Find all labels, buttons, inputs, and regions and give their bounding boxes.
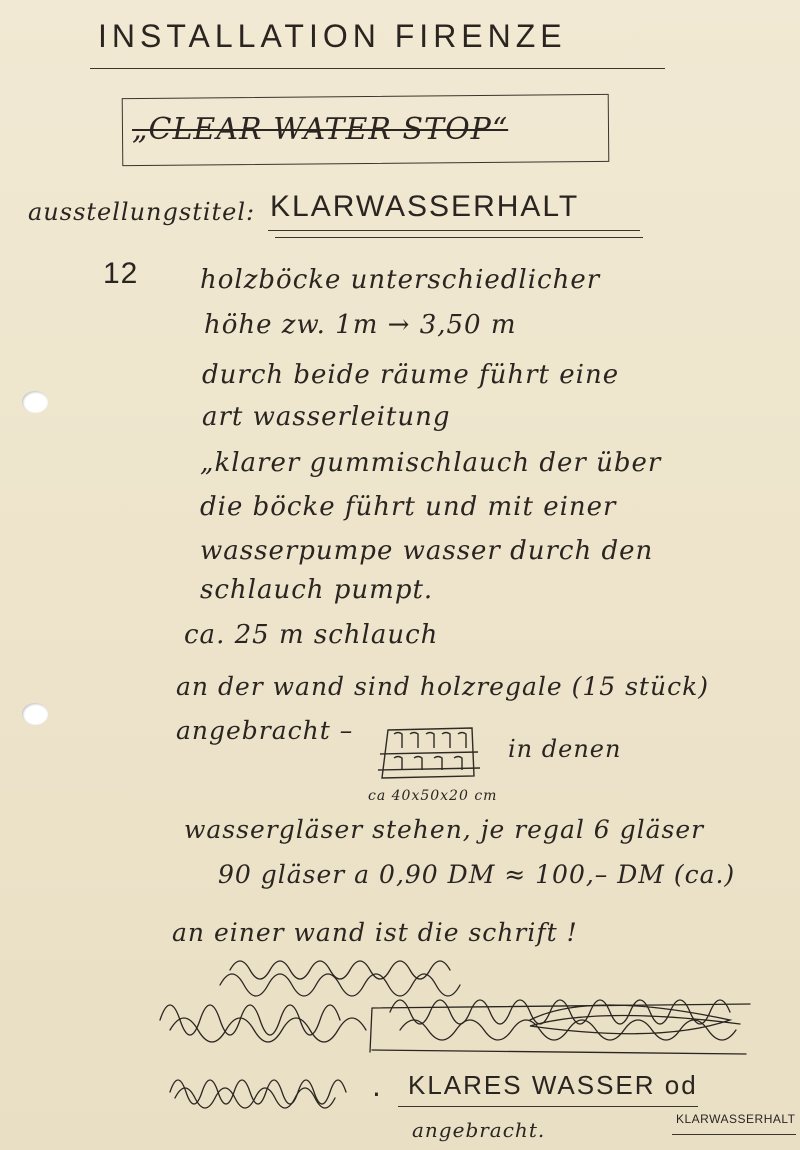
shelf-dimensions: ca 40x50x20 cm: [368, 788, 498, 804]
corner-note: KLARWASSERHALT: [676, 1112, 796, 1126]
corner-underline: [672, 1134, 796, 1135]
exhibition-title: KLARWASSERHALT: [270, 190, 580, 223]
note-line: art wasserleitung: [202, 402, 451, 432]
scribbled-out-word: [165, 1062, 355, 1112]
punch-hole: [22, 391, 48, 413]
note-line: „klarer gummischlauch der über: [200, 448, 662, 478]
note-line: wasserpumpe wasser durch den: [200, 536, 654, 566]
note-line: an der wand sind holzregale (15 stück): [176, 672, 709, 701]
exhibition-underline-2: [275, 237, 643, 238]
note-line: holzböcke unterschiedlicher: [200, 265, 601, 295]
closing-tail: angebracht.: [412, 1118, 546, 1142]
note-line: durch beide räume führt eine: [202, 360, 620, 390]
closing-phrase: KLARES WASSER od: [408, 1070, 698, 1100]
title-underline: [90, 68, 665, 69]
closing-underline: [398, 1106, 698, 1107]
note-line: in denen: [508, 735, 622, 763]
note-line: an einer wand ist die schrift !: [172, 918, 578, 947]
note-line: die böcke führt und mit einer: [200, 492, 617, 522]
item-number: 12: [103, 257, 139, 290]
bullet-dot: .: [372, 1070, 382, 1103]
exhibition-underline: [268, 230, 640, 231]
crossed-title: „CLEAR WATER STOP“: [132, 112, 509, 147]
note-line: schlauch pumpt.: [200, 575, 434, 605]
scribbled-out-text: [150, 950, 760, 1060]
punch-hole: [22, 703, 48, 725]
note-line: angebracht –: [176, 716, 354, 745]
note-line: 90 gläser a 0,90 DM ≈ 100,– DM (ca.): [218, 860, 736, 889]
shelf-sketch: [374, 722, 484, 784]
note-line: höhe zw. 1m → 3,50 m: [204, 310, 517, 340]
page-title: INSTALLATION FIRENZE: [98, 18, 567, 54]
note-line: wassergläser stehen, je regal 6 gläser: [184, 815, 705, 844]
note-line: ca. 25 m schlauch: [184, 620, 439, 650]
exhibition-label: ausstellungstitel:: [28, 198, 256, 226]
